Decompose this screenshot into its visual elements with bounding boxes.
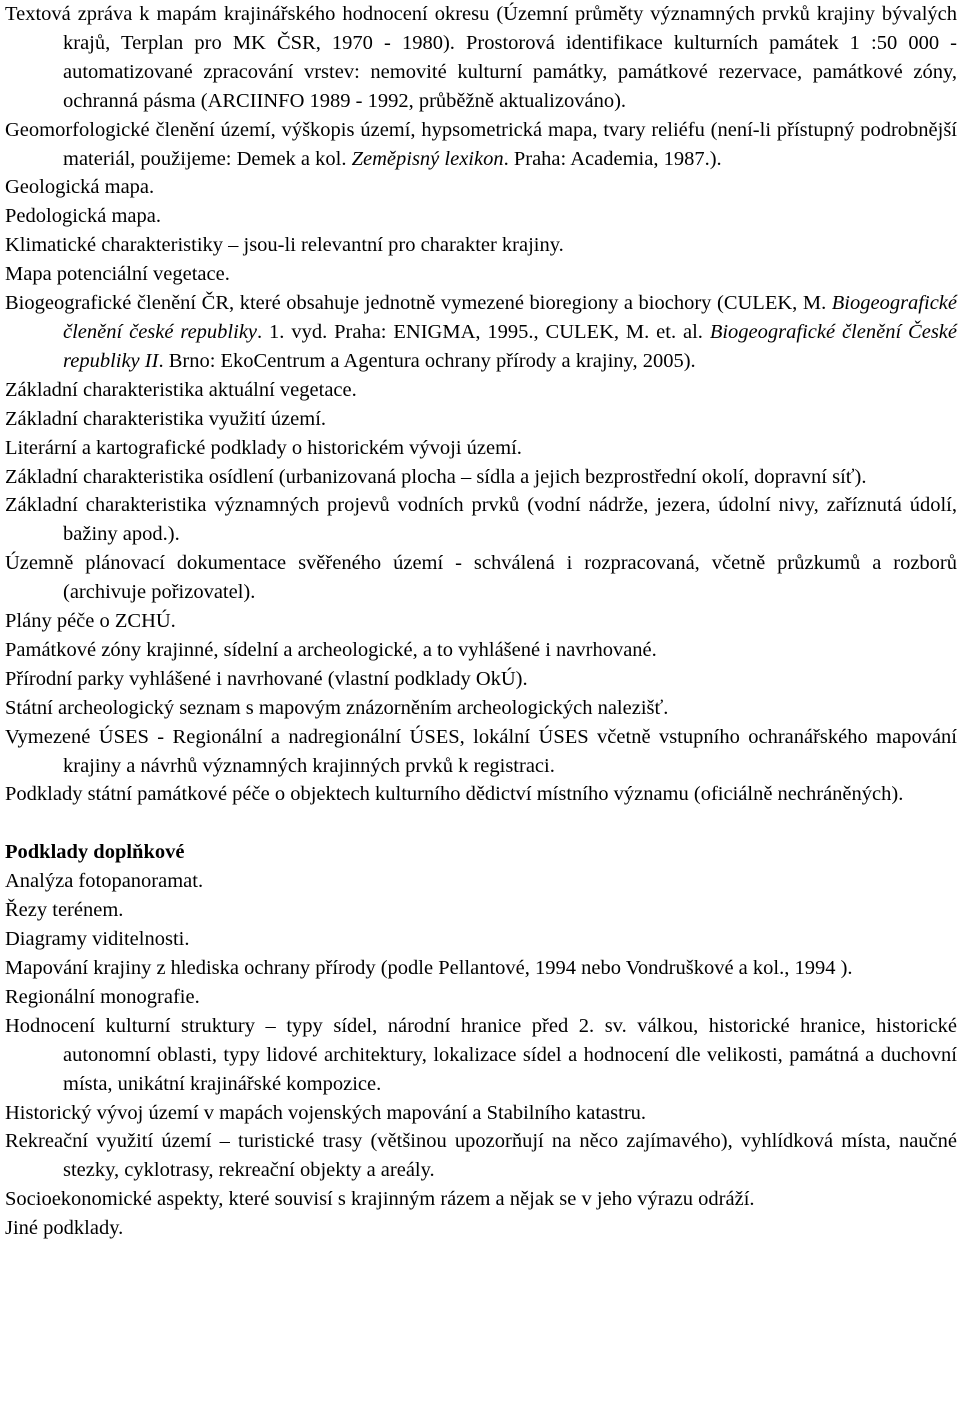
list-item: Diagramy viditelnosti.: [5, 928, 190, 951]
list-item: Hodnocení kulturní struktury – typy sídel, národní hranice před 2. sv. válkou, historické hranice, historické autonomní oblasti, typy lidové architektury, lokalizace sídel a hodnocení dle velikosti, památná a duchovní místa, unikátní krajinářské kompozice.: [5, 1014, 957, 1095]
section-spacer: [5, 809, 957, 838]
list-item: Literární a kartografické podklady o historickém vývoji území.: [5, 436, 522, 459]
list-item: Klimatické charakteristiky – jsou-li relevantní pro charakter krajiny.: [5, 234, 564, 257]
item-title-italic: Biogeografické členění české republiky: [63, 292, 957, 343]
list-item: Vymezené ÚSES - Regionální a nadregionální ÚSES, lokální ÚSES včetně vstupního ochranářského mapování krajiny a návrhů významných krajinných prvků k registraci.: [5, 725, 957, 777]
list-item: Analýza fotopanoramat.: [5, 870, 204, 893]
item-text: . Praha: Academia, 1987.).: [503, 147, 722, 170]
list-item: Základní charakteristika osídlení (urbanizovaná plocha – sídla a jejich bezprostřední okolí, dopravní síť).: [5, 465, 867, 488]
list-item: Socioekonomické aspekty, které souvisí s krajinným rázem a nějak se v jeho výrazu odráží.: [5, 1188, 755, 1211]
document-body: [5, 0, 957, 1243]
list-item: Plány péče o ZCHÚ.: [5, 610, 176, 633]
list-item: Textová zpráva k mapám krajinářského hodnocení okresu (Územní průměty významných prvků krajiny bývalých krajů, Terplan pro MK ČSR, 1970 - 1980). Prostorová identifikace kulturních památek 1 :50 000 - automatizované zpracování vrstev: nemovité kulturní památky, památkové rezervace, památkové zóny, ochranná pásma (ARCIINFO 1989 - 1992, průběžně aktualizováno).: [5, 3, 957, 112]
list-item: Regionální monografie.: [5, 985, 200, 1008]
item-text: . Brno: EkoCentrum a Agentura ochrany přírody a krajiny, 2005).: [158, 349, 696, 372]
item-text: Geomorfologické členění území, výškopis území, hypsometrická mapa, tvary reliéfu (není-li přístupný podrobnější materiál, použijeme: Demek a kol.: [5, 118, 957, 170]
list-item: Územně plánovací dokumentace svěřeného území - schválená i rozpracovaná, včetně průzkumů a rozborů (archivuje pořizovatel).: [5, 552, 957, 604]
list-item: [5, 116, 957, 174]
list-item: Základní charakteristika významných projevů vodních prvků (vodní nádrže, jezera, údolní nivy, zaříznutá údolí, bažiny apod.).: [5, 494, 957, 546]
list-item: Základní charakteristika využití území.: [5, 407, 327, 430]
section-heading: Podklady doplňkové: [5, 841, 185, 864]
list-item: Památkové zóny krajinné, sídelní a archeologické, a to vyhlášené i navrhované.: [5, 638, 657, 661]
list-item: [5, 289, 957, 376]
item-text: . 1. vyd. Praha: ENIGMA, 1995., CULEK, M. et. al.: [257, 320, 710, 343]
list-item: Přírodní parky vyhlášené i navrhované (vlastní podklady OkÚ).: [5, 667, 528, 690]
item-text: Biogeografické členění ČR, které obsahuje jednotně vymezené bioregiony a biochory (CULEK, M.: [5, 292, 832, 315]
list-item: Řezy terénem.: [5, 899, 124, 922]
list-item: Podklady státní památkové péče o objektech kulturního dědictví místního významu (oficiálně nechráněných).: [5, 783, 904, 806]
list-item: Základní charakteristika aktuální vegetace.: [5, 378, 357, 401]
list-item: Historický vývoj území v mapách vojenských mapování a Stabilního katastru.: [5, 1101, 647, 1124]
list-item: Rekreační využití území – turistické trasy (většinou upozorňují na něco zajímavého), vyhlídková místa, naučné stezky, cyklotrasy, rekreační objekty a areály.: [5, 1130, 957, 1182]
item-title-italic: Biogeografické členění České republiky II: [63, 320, 958, 372]
list-item: Mapování krajiny z hlediska ochrany přírody (podle Pellantové, 1994 nebo Vondruškové a kol., 1994 ).: [5, 957, 853, 979]
list-item: Státní archeologický seznam s mapovým znázorněním archeologických nalezišť.: [5, 696, 669, 719]
list-item: Geologická mapa.: [5, 176, 155, 199]
item-title-italic: Zeměpisný lexikon: [351, 147, 504, 170]
list-item: Pedologická mapa.: [5, 205, 161, 228]
list-item: Mapa potenciální vegetace.: [5, 263, 230, 286]
list-item: Jiné podklady.: [5, 1217, 124, 1240]
